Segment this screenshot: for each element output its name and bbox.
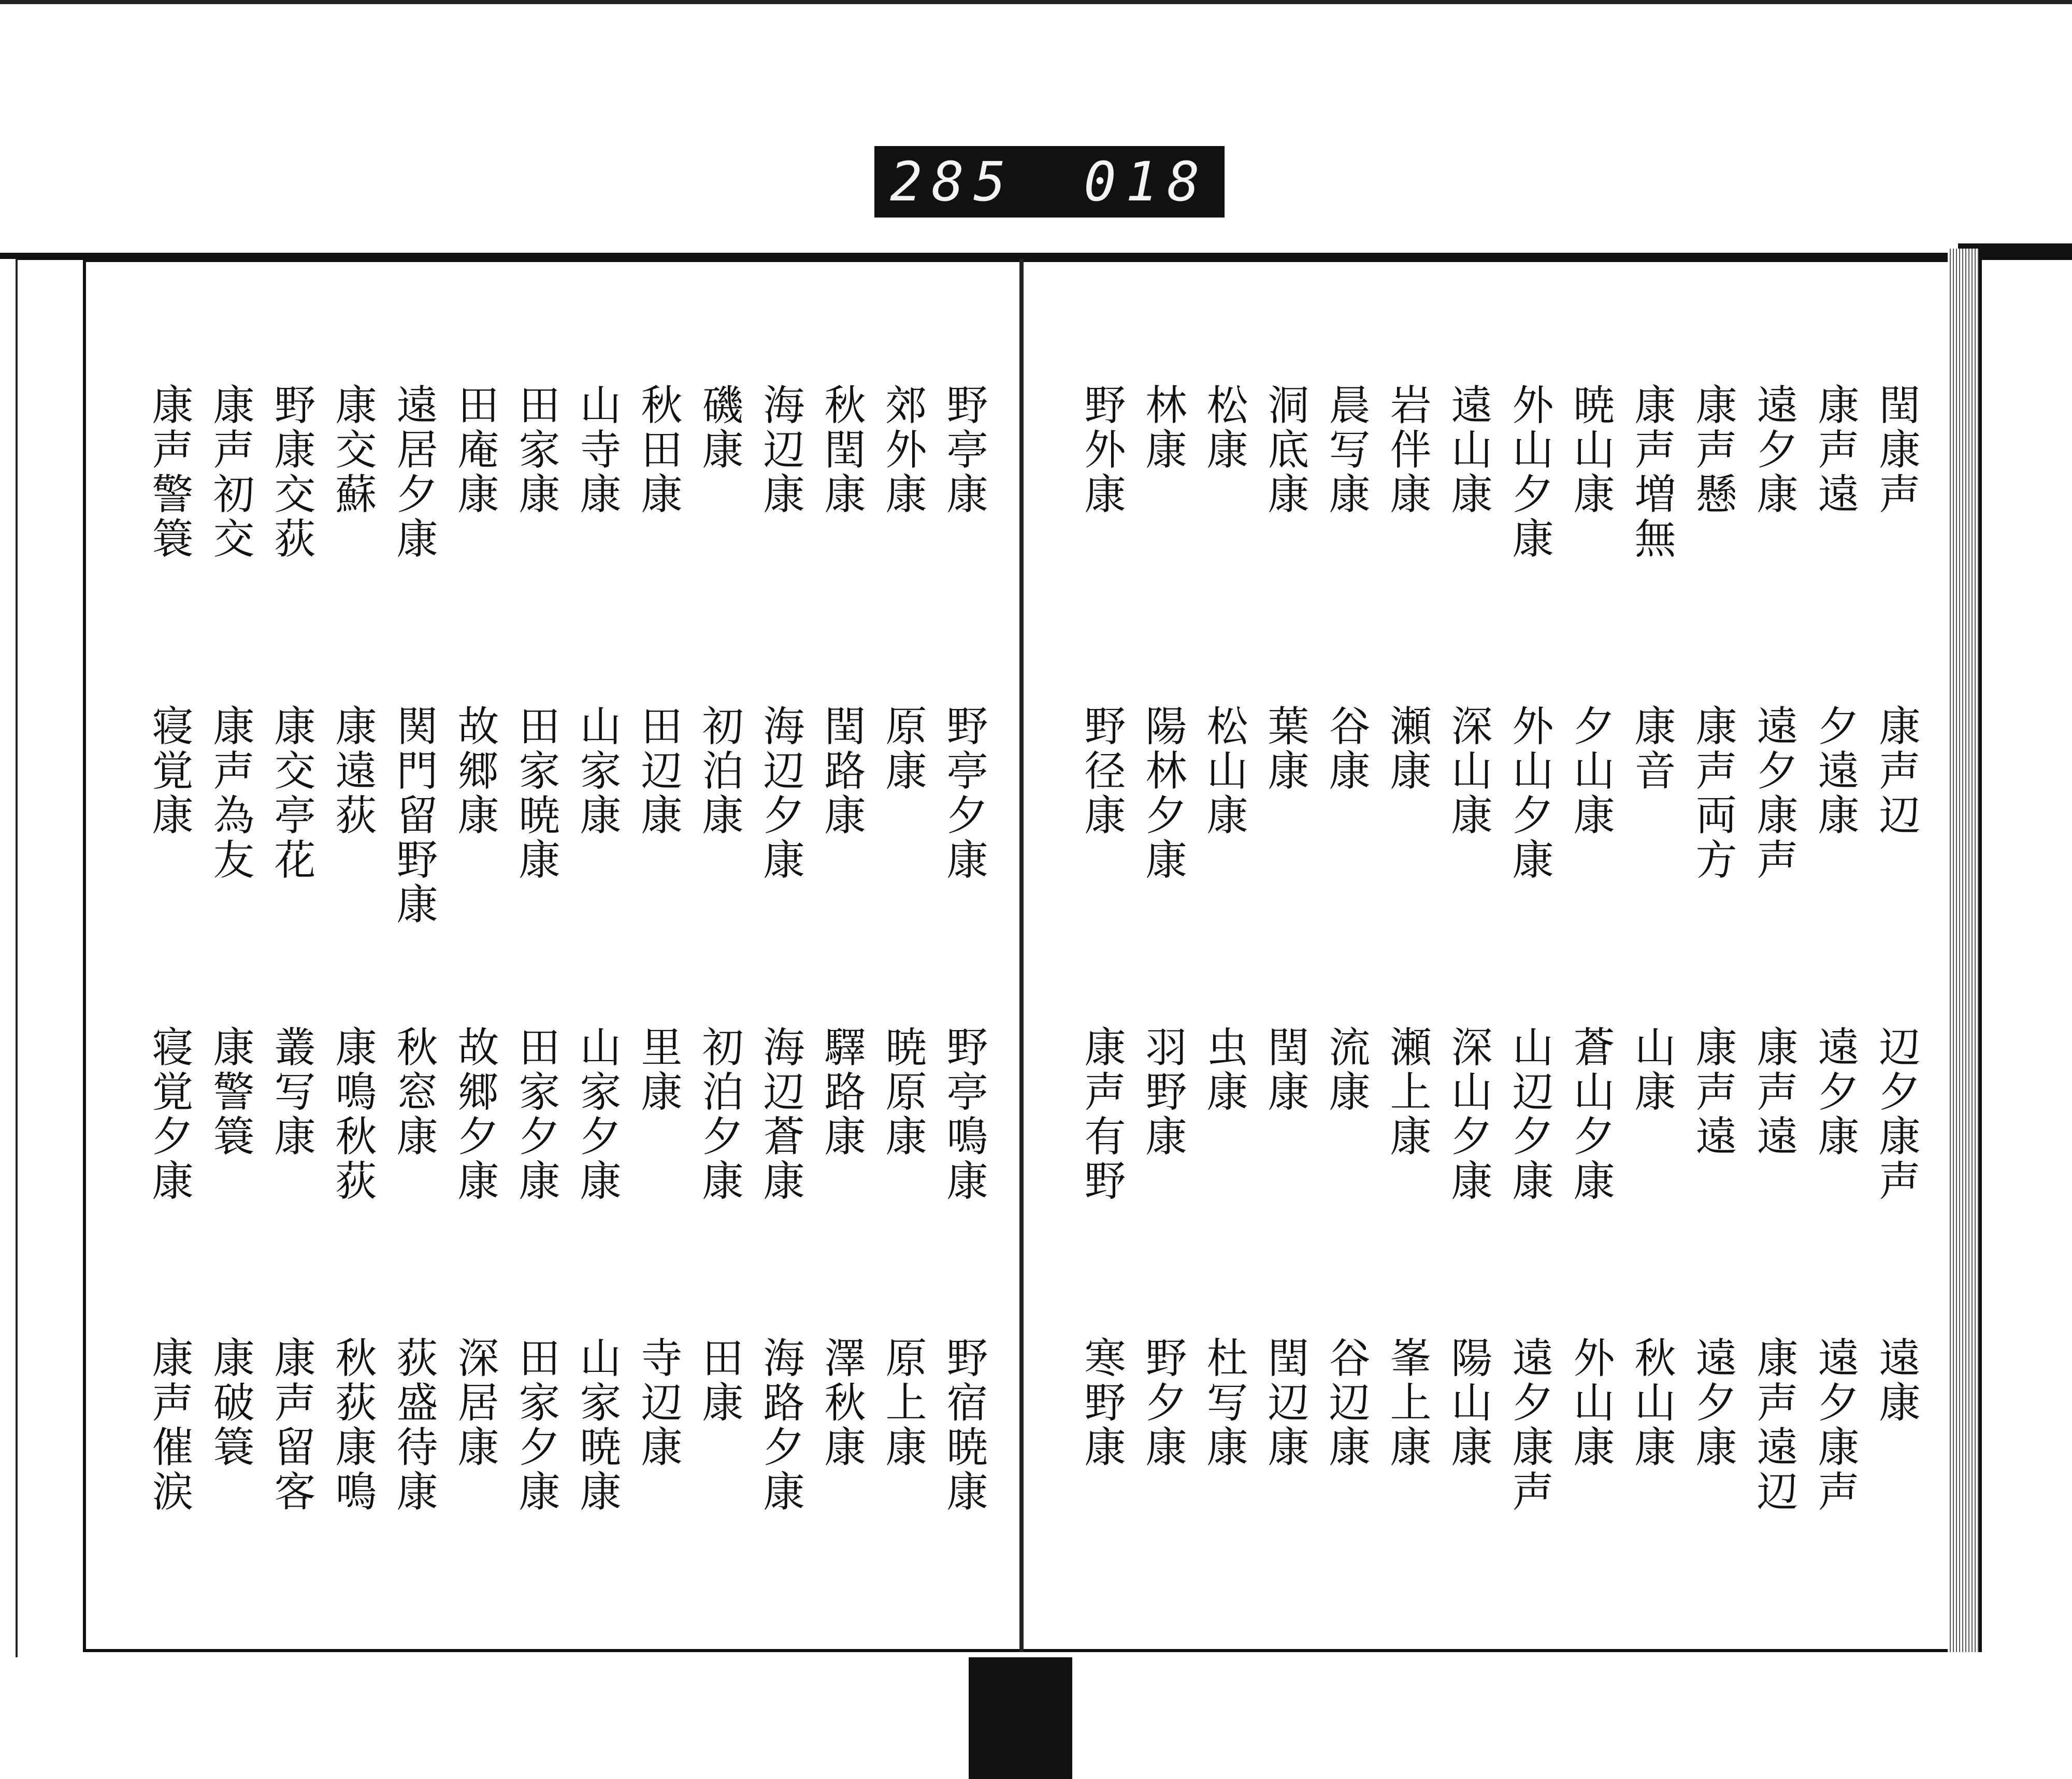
poem-title-entry: 野外康 <box>1077 383 1126 517</box>
poem-title-entry: 陽山康 <box>1444 1336 1492 1470</box>
poem-title-entry: 深居康 <box>451 1336 499 1470</box>
poem-title-entry: 康交亭花 <box>267 704 315 883</box>
frame-number: 018 <box>1084 150 1209 213</box>
poem-title-entry: 康鳴秋荻 <box>328 1025 377 1204</box>
poem-title-entry: 山辺夕康 <box>1505 1025 1553 1204</box>
poem-title-entry: 野径康 <box>1077 704 1126 838</box>
poem-title-entry: 谷康 <box>1322 704 1370 793</box>
poem-title-entry: 遠夕康声 <box>1505 1336 1553 1514</box>
poem-title-entry: 田家暁康 <box>512 704 560 883</box>
poem-title-entry: 康声増無 <box>1628 383 1676 561</box>
poem-title-entry: 海辺夕康 <box>756 704 804 883</box>
poem-title-entry: 海辺康 <box>756 383 804 517</box>
poem-title-entry: 康声留客 <box>267 1336 315 1514</box>
poem-title-entry: 秋山康 <box>1628 1336 1676 1470</box>
poem-title-entry: 遠夕康 <box>1811 1025 1859 1159</box>
poem-title-entry: 閏康声 <box>1872 383 1920 517</box>
poem-title-entry: 寒野康 <box>1077 1336 1126 1470</box>
poem-title-entry: 葉康 <box>1261 704 1309 793</box>
poem-title-entry: 康声初交 <box>206 383 254 561</box>
poem-title-entry: 郊外康 <box>879 383 927 517</box>
book-spine <box>1019 259 1024 1652</box>
poem-title-entry: 杜写康 <box>1200 1336 1248 1470</box>
poem-title-entry: 松康 <box>1200 383 1248 472</box>
poem-title-entry: 谷辺康 <box>1322 1336 1370 1470</box>
poem-title-entry: 故郷夕康 <box>451 1025 499 1204</box>
poem-title-entry: 康声有野 <box>1077 1025 1126 1204</box>
poem-title-entry: 田家夕康 <box>512 1336 560 1514</box>
poem-title-entry: 康声為友 <box>206 704 254 883</box>
spine-tab <box>969 1657 1072 1779</box>
poem-title-entry: 驛路康 <box>817 1025 866 1159</box>
poem-title-entry: 蒼山夕康 <box>1566 1025 1615 1204</box>
poem-title-entry: 田庵康 <box>451 383 499 517</box>
poem-title-entry: 秋荻康鳴 <box>328 1336 377 1514</box>
poem-title-entry: 閏康 <box>1261 1025 1309 1115</box>
poem-title-entry: 林康 <box>1139 383 1187 472</box>
poem-title-entry: 田康 <box>695 1336 743 1425</box>
poem-title-entry: 虫康 <box>1200 1025 1248 1115</box>
poem-title-entry: 康声警簑 <box>145 383 193 561</box>
poem-title-entry: 瀬康 <box>1383 704 1431 793</box>
poem-title-entry: 田家夕康 <box>512 1025 560 1204</box>
poem-title-entry: 野夕康 <box>1139 1336 1187 1470</box>
poem-title-entry: 秋窓康 <box>390 1025 438 1159</box>
poem-title-entry: 晨写康 <box>1322 383 1370 517</box>
poem-title-entry: 野亭夕康 <box>940 704 988 883</box>
poem-title-entry: 遠夕康 <box>1689 1336 1737 1470</box>
poem-title-entry: 秋田康 <box>634 383 682 517</box>
poem-title-entry: 康遠荻 <box>328 704 377 838</box>
poem-title-entry: 澤秋康 <box>817 1336 866 1470</box>
poem-title-entry: 荻盛待康 <box>390 1336 438 1514</box>
poem-title-entry: 初泊康 <box>695 704 743 838</box>
poem-title-entry: 夕遠康 <box>1811 704 1859 838</box>
poem-title-entry: 山寺康 <box>573 383 621 517</box>
poem-title-entry: 康警簑 <box>206 1025 254 1159</box>
poem-title-entry: 海辺蒼康 <box>756 1025 804 1204</box>
poem-title-entry: 外山夕康 <box>1505 704 1553 883</box>
poem-title-entry: 康声催涙 <box>145 1336 193 1514</box>
poem-title-entry: 寺辺康 <box>634 1336 682 1470</box>
poem-title-entry: 陽林夕康 <box>1139 704 1187 883</box>
poem-title-entry: 康声辺 <box>1872 704 1920 838</box>
poem-title-entry: 故郷康 <box>451 704 499 838</box>
poem-title-entry: 康音 <box>1628 704 1676 793</box>
poem-title-entry: 遠居夕康 <box>390 383 438 561</box>
poem-title-entry: 閏辺康 <box>1261 1336 1309 1470</box>
poem-title-entry: 関門留野康 <box>390 704 438 927</box>
reel-number: 285 <box>890 150 1015 213</box>
poem-title-entry: 松山康 <box>1200 704 1248 838</box>
poem-title-entry: 康声遠 <box>1689 1025 1737 1159</box>
poem-title-entry: 閏路康 <box>817 704 866 838</box>
poem-title-entry: 暁原康 <box>879 1025 927 1159</box>
poem-title-entry: 磯康 <box>695 383 743 472</box>
poem-title-entry: 山家康 <box>573 704 621 838</box>
poem-title-entry: 康交蘇 <box>328 383 377 517</box>
poem-title-entry: 山家夕康 <box>573 1025 621 1204</box>
poem-title-entry: 辺夕康声 <box>1872 1025 1920 1204</box>
poem-title-entry: 洞底康 <box>1261 383 1309 517</box>
frame-number-label <box>874 146 1225 218</box>
poem-title-entry: 外山夕康 <box>1505 383 1553 561</box>
poem-title-entry: 山家暁康 <box>573 1336 621 1514</box>
poem-title-entry: 山康 <box>1628 1025 1676 1115</box>
poem-title-entry: 遠山康 <box>1444 383 1492 517</box>
poem-title-entry: 寝覚康 <box>145 704 193 838</box>
poem-title-entry: 康声遠 <box>1811 383 1859 517</box>
poem-title-entry: 遠夕康声 <box>1750 704 1798 883</box>
poem-title-entry: 秋閏康 <box>817 383 866 517</box>
poem-title-entry: 海路夕康 <box>756 1336 804 1514</box>
poem-title-entry: 夕山康 <box>1566 704 1615 838</box>
poem-title-entry: 深山夕康 <box>1444 1025 1492 1204</box>
poem-title-entry: 峯上康 <box>1383 1336 1431 1470</box>
page-stack-edge <box>1948 249 1982 1652</box>
poem-title-entry: 外山康 <box>1566 1336 1615 1470</box>
poem-title-entry: 岩伴康 <box>1383 383 1431 517</box>
poem-title-entry: 康破簑 <box>206 1336 254 1470</box>
right-page <box>1046 363 1927 1631</box>
poem-title-entry: 康声両方 <box>1689 704 1737 883</box>
poem-title-entry: 野亭鳴康 <box>940 1025 988 1204</box>
poem-title-entry: 遠夕康声 <box>1811 1336 1859 1514</box>
poem-title-entry: 田家康 <box>512 383 560 517</box>
poem-title-entry: 深山康 <box>1444 704 1492 838</box>
poem-title-entry: 野亭康 <box>940 383 988 517</box>
poem-title-entry: 里康 <box>634 1025 682 1115</box>
poem-title-entry: 康声遠 <box>1750 1025 1798 1159</box>
left-edge <box>0 259 18 1657</box>
poem-title-entry: 康声懸 <box>1689 383 1737 517</box>
poem-title-entry: 康声遠辺 <box>1750 1336 1798 1514</box>
poem-title-entry: 流康 <box>1322 1025 1370 1115</box>
film-top-edge <box>0 0 2072 4</box>
poem-title-entry: 羽野康 <box>1139 1025 1187 1159</box>
poem-title-entry: 田辺康 <box>634 704 682 838</box>
poem-title-entry: 寝覚夕康 <box>145 1025 193 1204</box>
poem-title-entry: 遠夕康 <box>1750 383 1798 517</box>
poem-title-entry: 原上康 <box>879 1336 927 1470</box>
poem-title-entry: 野康交荻 <box>267 383 315 561</box>
poem-title-entry: 瀬上康 <box>1383 1025 1431 1159</box>
poem-title-entry: 初泊夕康 <box>695 1025 743 1204</box>
poem-title-entry: 遠康 <box>1872 1336 1920 1425</box>
poem-title-entry: 野宿暁康 <box>940 1336 988 1514</box>
left-page <box>114 363 1005 1631</box>
poem-title-entry: 原康 <box>879 704 927 793</box>
poem-title-entry: 暁山康 <box>1566 383 1615 517</box>
poem-title-entry: 叢写康 <box>267 1025 315 1159</box>
